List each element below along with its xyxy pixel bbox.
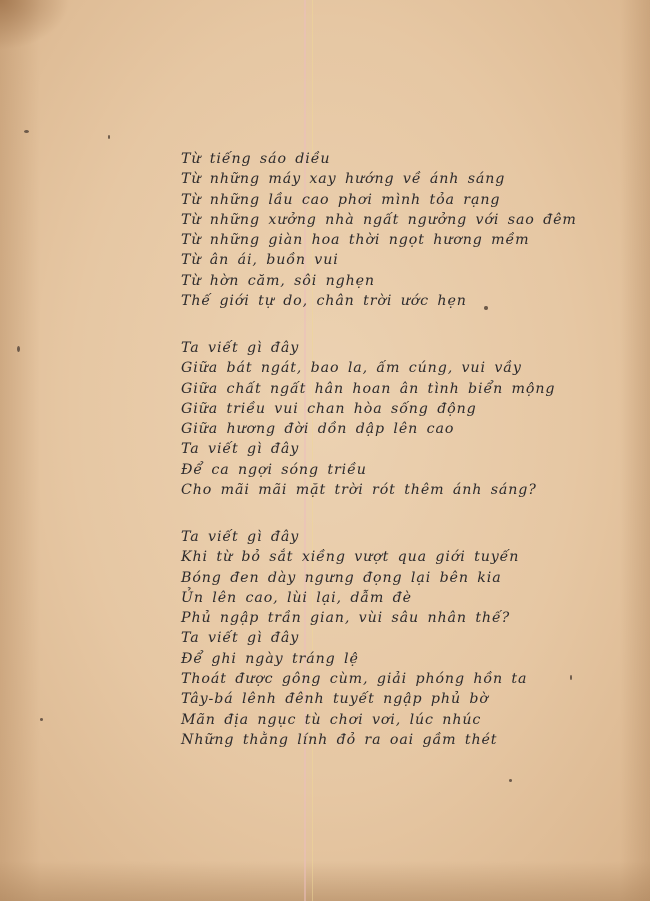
poem-line: Từ những xưởng nhà ngất ngưởng với sao đêm (181, 211, 577, 228)
page-edge-shadow-right (620, 0, 650, 901)
poem-line: Giữa triều vui chan hòa sống động (181, 400, 477, 417)
poem-line: Từ hờn căm, sôi nghẹn (181, 272, 375, 289)
poem-stanza-3 (181, 527, 527, 750)
poem-line: Giữa hương đời dồn dập lên cao (181, 421, 455, 438)
poem-line: Thế giới tự do, chân trời ước hẹn (181, 293, 467, 310)
poem-line: Để ca ngợi sóng triều (181, 461, 367, 478)
poem-line: Phủ ngập trần gian, vùi sâu nhân thế? (181, 610, 511, 627)
poem-stanza-2 (181, 338, 555, 500)
ink-speck (17, 346, 20, 352)
poem-line: Thoát được gông cùm, giải phóng hồn ta (181, 671, 528, 688)
poem-line: Ta viết gì đây (181, 441, 300, 458)
poem-line: Từ những máy xay hướng về ánh sáng (181, 171, 506, 188)
ink-speck (570, 675, 572, 680)
ink-speck (509, 779, 512, 782)
poem-line: Bóng đen dày ngưng đọng lại bên kia (181, 569, 502, 586)
poem-line: Tây-bá lênh đênh tuyết ngập phủ bờ (181, 691, 489, 708)
poem-line: Những thằng lính đỏ ra oai gầm thét (181, 731, 498, 748)
poem-line: Từ những lầu cao phơi mình tỏa rạng (181, 191, 501, 208)
poem-line: Để ghi ngày tráng lệ (181, 650, 359, 667)
ink-speck (40, 718, 43, 721)
poem-line: Cho mãi mãi mặt trời rót thêm ánh sáng? (181, 482, 537, 499)
ink-speck (24, 130, 29, 133)
poem-line: Từ tiếng sáo diều (181, 151, 331, 167)
ink-speck (108, 135, 110, 139)
poem-line: Ta viết gì đây (181, 529, 300, 545)
page-edge-shadow-left (0, 0, 40, 901)
poem-line: Từ ân ái, buồn vui (181, 252, 339, 269)
poem-line: Khi từ bỏ sắt xiềng vượt qua giới tuyến (181, 549, 520, 566)
poem-line: Ủn lên cao, lùi lại, dẫm đè (181, 589, 412, 606)
poem-line: Giữa bát ngát, bao la, ấm cúng, vui vầy (181, 360, 522, 377)
poem-line: Giữa chất ngất hân hoan ân tình biển mộng (181, 380, 556, 397)
poem-stanza-1 (181, 149, 577, 311)
poem-line: Ta viết gì đây (181, 340, 300, 356)
poem-line: Mãn địa ngục tù chơi vơi, lúc nhúc (181, 711, 482, 728)
page-corner-stain (0, 0, 70, 50)
poem-line: Từ những giàn hoa thời ngọt hương mềm (181, 232, 530, 249)
poem-line: Ta viết gì đây (181, 630, 300, 647)
page-edge-shadow-bottom (0, 861, 650, 901)
